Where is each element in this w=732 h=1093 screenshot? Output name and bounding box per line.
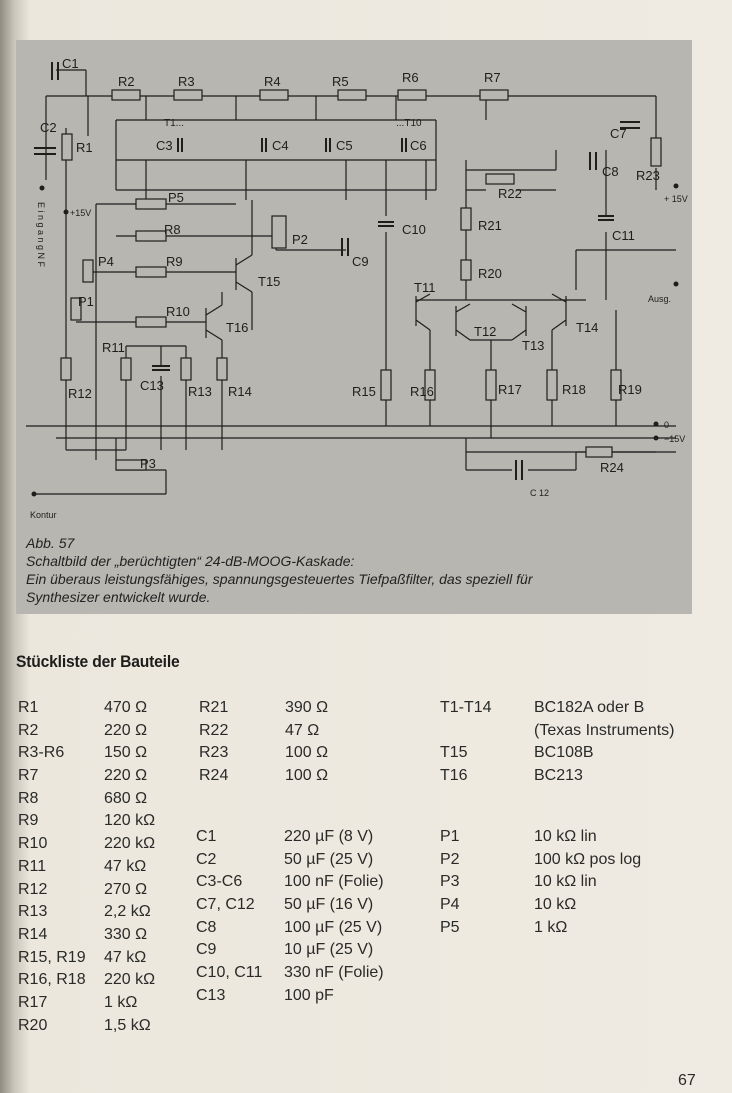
part-value: 100 pF: [284, 986, 334, 1004]
label-r13: R13: [188, 384, 212, 399]
parts-row: [18, 949, 178, 972]
part-ref: R21: [199, 699, 229, 716]
part-ref: R12: [18, 880, 48, 898]
part-value: BC108B: [534, 744, 594, 762]
part-value: 100 nF (Folie): [284, 873, 384, 891]
part-ref: R9: [18, 812, 39, 830]
label-plus15-right: + 15V: [664, 194, 688, 204]
parts-list-transistors: [440, 699, 730, 790]
part-value: 1,5 kΩ: [104, 1016, 151, 1034]
parts-row: [199, 767, 399, 790]
part-value: BC182A oder B: [534, 699, 645, 716]
figure-panel: [16, 40, 692, 614]
parts-row: [196, 851, 426, 874]
parts-row: [18, 926, 178, 949]
parts-row: [440, 767, 730, 790]
label-r10: R10: [166, 304, 190, 319]
moog-ladder-schematic: [16, 40, 692, 530]
part-ref: C9: [196, 941, 217, 959]
parts-row: [196, 941, 426, 964]
caption-line-3: Ein überaus leistungsfähiges, spannungsgesteuertes Tiefpaßfilter, das speziell für: [26, 571, 533, 587]
label-c1: C1: [62, 56, 79, 71]
part-ref: R20: [18, 1016, 48, 1034]
label-r18: R18: [562, 382, 586, 397]
label-t13: T13: [522, 338, 545, 353]
label-r20: R20: [478, 266, 502, 281]
parts-row: [440, 919, 730, 942]
part-ref: R17: [18, 993, 48, 1011]
part-ref: R13: [18, 903, 48, 921]
part-ref: R8: [18, 789, 39, 807]
parts-row: [18, 881, 178, 904]
parts-row: [18, 812, 178, 835]
part-value: 220 kΩ: [104, 835, 156, 853]
part-value: 100 Ω: [285, 744, 329, 762]
parts-row: [196, 828, 426, 851]
part-ref: C8: [196, 918, 217, 936]
part-value: 100 Ω: [285, 767, 329, 785]
label-c5: C5: [336, 138, 353, 153]
label-p4: P4: [98, 254, 114, 269]
label-r17: R17: [498, 382, 522, 397]
parts-row: [18, 903, 178, 926]
parts-row: [18, 1017, 178, 1040]
label-r15: R15: [352, 384, 376, 399]
part-value: 470 Ω: [104, 699, 148, 716]
parts-row: [440, 851, 730, 874]
label-t12: T12: [474, 324, 497, 339]
label-r1: R1: [76, 140, 93, 155]
label-r5: R5: [332, 74, 349, 89]
parts-row: [440, 873, 730, 896]
label-r19: R19: [618, 382, 642, 397]
label-t1: T1...: [164, 118, 185, 129]
part-value: 10 kΩ lin: [534, 828, 597, 845]
parts-row: [18, 722, 178, 745]
parts-row: [440, 896, 730, 919]
label-output: Ausg.: [648, 294, 672, 304]
part-value: 1 kΩ: [104, 993, 138, 1011]
page-number: 67: [678, 1072, 696, 1089]
label-p1: P1: [78, 294, 94, 309]
label-r7: R7: [484, 70, 501, 85]
label-r9: R9: [166, 254, 183, 269]
parts-list-capacitors: [196, 828, 426, 1010]
part-ref: C13: [196, 986, 226, 1004]
label-c12: C 12: [530, 488, 550, 498]
part-value: 270 Ω: [104, 880, 148, 898]
parts-row: [440, 699, 730, 722]
part-ref: P5: [440, 918, 460, 936]
part-ref: R15, R19: [18, 948, 86, 966]
part-value: 100 µF (25 V): [284, 918, 383, 936]
part-ref: R11: [18, 857, 47, 875]
part-value: 47 kΩ: [104, 857, 147, 875]
part-ref: R2: [18, 721, 39, 739]
caption-line-2: Schaltbild der „berüchtigten“ 24-dB-MOOG-Kaskade:: [26, 553, 355, 569]
label-c2: C2: [40, 120, 57, 135]
part-value: 220 Ω: [104, 767, 148, 785]
part-value: 47 Ω: [285, 721, 320, 739]
label-r23: R23: [636, 168, 660, 183]
part-value: 220 kΩ: [104, 971, 156, 989]
part-ref: C3-C6: [196, 873, 243, 891]
label-c9: C9: [352, 254, 369, 269]
label-t15: T15: [258, 274, 281, 289]
parts-list-potentiometers: [440, 828, 730, 941]
label-p3: P3: [140, 456, 156, 471]
part-ref: P4: [440, 896, 460, 914]
parts-row: [18, 790, 178, 813]
label-p2: P2: [292, 232, 308, 247]
parts-row: [18, 767, 178, 790]
part-ref: R23: [199, 744, 229, 762]
parts-row: [196, 896, 426, 919]
part-value: 2,2 kΩ: [104, 903, 151, 921]
part-value: BC213: [534, 767, 583, 785]
part-value: 50 µF (16 V): [284, 896, 374, 914]
part-value: 150 Ω: [104, 744, 148, 762]
label-r11: R11: [102, 340, 125, 355]
part-value: 10 µF (25 V): [284, 941, 374, 959]
figure-caption: [26, 534, 676, 606]
part-ref: R10: [18, 835, 48, 853]
label-input: E i n g a n g N F: [36, 202, 46, 268]
part-ref: P1: [440, 828, 460, 845]
label-minus15: −15V: [664, 434, 686, 444]
label-c3: C3: [156, 138, 173, 153]
label-r8: R8: [164, 222, 181, 237]
parts-row: [18, 858, 178, 881]
label-c11: C11: [612, 228, 635, 243]
part-ref: R22: [199, 721, 229, 739]
label-r12: R12: [68, 386, 92, 401]
part-value: 330 Ω: [104, 925, 148, 943]
label-plus15-left: +15V: [70, 208, 92, 218]
parts-row: [196, 919, 426, 942]
part-value: 120 kΩ: [104, 812, 156, 830]
parts-row: [196, 987, 426, 1010]
parts-list-resistors-1: [18, 699, 178, 1039]
label-c6: C6: [410, 138, 427, 153]
label-r22: R22: [498, 186, 522, 201]
part-ref: P2: [440, 850, 460, 868]
parts-list-resistors-2: [199, 699, 399, 790]
parts-row: [18, 699, 178, 722]
label-r4: R4: [264, 74, 281, 89]
part-value: 10 kΩ lin: [534, 873, 597, 891]
part-value: 220 µF (8 V): [284, 828, 374, 845]
part-value: 390 Ω: [285, 699, 329, 716]
label-kontur: Kontur: [30, 510, 57, 520]
label-r24: R24: [600, 460, 624, 475]
label-c4: C4: [272, 138, 289, 153]
label-c8: C8: [602, 164, 619, 179]
parts-row: [440, 722, 730, 745]
label-r14: R14: [228, 384, 252, 399]
label-r21: R21: [478, 218, 502, 233]
parts-row: [196, 964, 426, 987]
parts-row: [199, 722, 399, 745]
part-ref: C2: [196, 850, 217, 868]
part-ref: T1-T14: [440, 699, 492, 716]
label-r2: R2: [118, 74, 135, 89]
caption-line-1: Abb. 57: [26, 535, 75, 551]
part-ref: T15: [440, 744, 468, 762]
label-r3: R3: [178, 74, 195, 89]
part-value: 1 kΩ: [534, 918, 568, 936]
part-value: (Texas Instruments): [534, 721, 675, 739]
parts-row: [18, 994, 178, 1017]
label-r6: R6: [402, 70, 419, 85]
part-value: 220 Ω: [104, 721, 148, 739]
label-t14: T14: [576, 320, 599, 335]
parts-row: [18, 835, 178, 858]
part-ref: T16: [440, 767, 468, 785]
parts-row: [18, 971, 178, 994]
section-title: Stückliste der Bauteile: [16, 652, 180, 671]
part-ref: P3: [440, 873, 460, 891]
label-ground: 0: [664, 420, 670, 430]
label-p5: P5: [168, 190, 184, 205]
parts-row: [199, 744, 399, 767]
label-c7: C7: [610, 126, 627, 141]
part-value: 50 µF (25 V): [284, 850, 374, 868]
label-t11: T11: [414, 280, 436, 295]
parts-row: [196, 873, 426, 896]
label-r16: R16: [410, 384, 434, 399]
label-c13: C13: [140, 378, 164, 393]
part-ref: C1: [196, 828, 217, 845]
part-ref: R7: [18, 767, 39, 785]
part-value: 100 kΩ pos log: [534, 850, 642, 868]
part-ref: R24: [199, 767, 229, 785]
part-ref: R16, R18: [18, 971, 86, 989]
part-value: 47 kΩ: [104, 948, 147, 966]
parts-row: [199, 699, 399, 722]
part-ref: C7, C12: [196, 896, 255, 914]
label-t16: T16: [226, 320, 249, 335]
part-value: 10 kΩ: [534, 896, 577, 914]
parts-row: [440, 828, 730, 851]
part-value: 330 nF (Folie): [284, 964, 384, 982]
part-value: 680 Ω: [104, 789, 148, 807]
caption-line-4: Synthesizer entwickelt wurde.: [26, 589, 211, 605]
part-ref: R14: [18, 925, 48, 943]
part-ref: C10, C11: [196, 964, 263, 982]
parts-row: [18, 744, 178, 767]
parts-row: [440, 744, 730, 767]
label-c10: C10: [402, 222, 426, 237]
label-t10: ...T10: [396, 118, 422, 129]
part-ref: R3-R6: [18, 744, 65, 762]
part-ref: R1: [18, 699, 39, 716]
